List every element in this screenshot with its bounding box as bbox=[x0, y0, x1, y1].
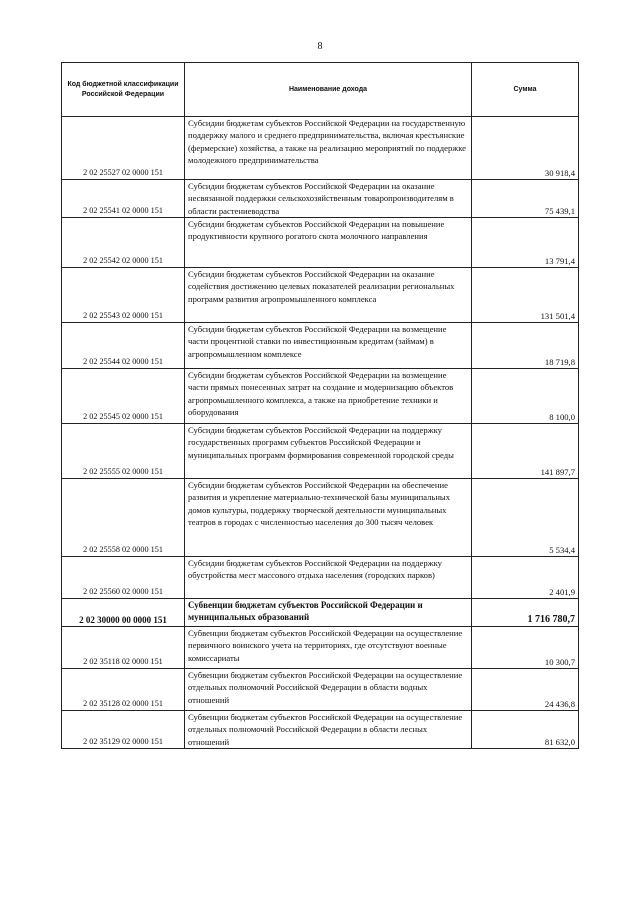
row-name: Субвенции бюджетам субъектов Российской Федерации на осуществление первичного воинского учета на территориях, где отсутствуют военные комиссариаты bbox=[185, 627, 472, 669]
row-code: 2 02 25543 02 0000 151 bbox=[62, 268, 185, 323]
row-code: 2 02 25527 02 0000 151 bbox=[62, 117, 185, 180]
row-name: Субсидии бюджетам субъектов Российской Федерации на оказание несвязанной поддержки сельскохозяйственным товаропроизводителям в области растениеводства bbox=[185, 180, 472, 218]
row-code: 2 02 30000 00 0000 151 bbox=[62, 599, 185, 627]
page-number: 8 bbox=[317, 41, 323, 52]
row-name: Субсидии бюджетам субъектов Российской Федерации на оказание содействия достижению целевых показателей реализации региональных программ развития агропромышленного комплекса bbox=[185, 268, 472, 323]
table-row bbox=[62, 268, 579, 323]
table-row bbox=[62, 711, 579, 749]
row-sum: 18 719,8 bbox=[472, 323, 579, 369]
table-row bbox=[62, 117, 579, 180]
table-row bbox=[62, 369, 579, 424]
header-sum: Сумма bbox=[472, 63, 579, 117]
row-name: Субвенции бюджетам субъектов Российской Федерации и муниципальных образований bbox=[185, 599, 472, 627]
row-sum: 1 716 780,7 bbox=[472, 599, 579, 627]
table-row bbox=[62, 323, 579, 369]
row-sum: 13 791,4 bbox=[472, 218, 579, 268]
row-code: 2 02 25558 02 0000 151 bbox=[62, 479, 185, 557]
table-row bbox=[62, 218, 579, 268]
table-row bbox=[62, 424, 579, 479]
row-sum: 8 100,0 bbox=[472, 369, 579, 424]
row-code: 2 02 25542 02 0000 151 bbox=[62, 218, 185, 268]
row-sum: 5 534,4 bbox=[472, 479, 579, 557]
header-code: Код бюджетной классификации Российской Федерации bbox=[62, 63, 185, 117]
row-name: Субсидии бюджетам субъектов Российской Федерации на поддержку обустройства мест массового отдыха населения (городских парков) bbox=[185, 557, 472, 599]
row-name: Субсидии бюджетам субъектов Российской Федерации на обеспечение развития и укрепление материально-технической базы муниципальных домов культуры, поддержку творческой деятельности муниципальных театров в городах с численностью населения до 300 тысяч человек bbox=[185, 479, 472, 557]
row-code: 2 02 25555 02 0000 151 bbox=[62, 424, 185, 479]
row-code: 2 02 35118 02 0000 151 bbox=[62, 627, 185, 669]
row-sum: 141 897,7 bbox=[472, 424, 579, 479]
row-name: Субвенции бюджетам субъектов Российской Федерации на осуществление отдельных полномочий Российской Федерации в области лесных отношений bbox=[185, 711, 472, 749]
row-code: 2 02 25545 02 0000 151 bbox=[62, 369, 185, 424]
table-row bbox=[62, 479, 579, 557]
row-name: Субсидии бюджетам субъектов Российской Федерации на возмещение части процентной ставки по инвестиционным кредитам (займам) в агропромышленном комплексе bbox=[185, 323, 472, 369]
row-sum: 30 918,4 bbox=[472, 117, 579, 180]
income-table bbox=[61, 62, 579, 749]
row-sum: 75 439,1 bbox=[472, 180, 579, 218]
table-header-row bbox=[62, 63, 579, 117]
table-row bbox=[62, 627, 579, 669]
row-code: 2 02 25541 02 0000 151 bbox=[62, 180, 185, 218]
table-row bbox=[62, 599, 579, 627]
row-name: Субсидии бюджетам субъектов Российской Федерации на поддержку государственных программ субъектов Российской Федерации и муниципальных программ формирования современной городской среды bbox=[185, 424, 472, 479]
row-name: Субвенции бюджетам субъектов Российской Федерации на осуществление отдельных полномочий Российской Федерации в области водных отношений bbox=[185, 669, 472, 711]
row-code: 2 02 35129 02 0000 151 bbox=[62, 711, 185, 749]
table-row bbox=[62, 180, 579, 218]
row-sum: 81 632,0 bbox=[472, 711, 579, 749]
row-sum: 10 300,7 bbox=[472, 627, 579, 669]
row-name: Субсидии бюджетам субъектов Российской Федерации на повышение продуктивности крупного рогатого скота молочного направления bbox=[185, 218, 472, 268]
row-code: 2 02 35128 02 0000 151 bbox=[62, 669, 185, 711]
header-name: Наименование дохода bbox=[185, 63, 472, 117]
row-name: Субсидии бюджетам субъектов Российской Федерации на государственную поддержку малого и среднего предпринимательства, включая крестьянские (фермерские) хозяйства, а также на реализацию мероприятий по поддержке молодежного предпринимательства bbox=[185, 117, 472, 180]
row-name: Субсидии бюджетам субъектов Российской Федерации на возмещение части прямых понесенных затрат на создание и модернизацию объектов агропромышленного комплекса, а также на приобретение техники и оборудования bbox=[185, 369, 472, 424]
table-row bbox=[62, 557, 579, 599]
table-row bbox=[62, 669, 579, 711]
table-body bbox=[62, 117, 579, 749]
row-sum: 2 401,9 bbox=[472, 557, 579, 599]
row-code: 2 02 25544 02 0000 151 bbox=[62, 323, 185, 369]
row-code: 2 02 25560 02 0000 151 bbox=[62, 557, 185, 599]
row-sum: 131 501,4 bbox=[472, 268, 579, 323]
row-sum: 24 436,8 bbox=[472, 669, 579, 711]
